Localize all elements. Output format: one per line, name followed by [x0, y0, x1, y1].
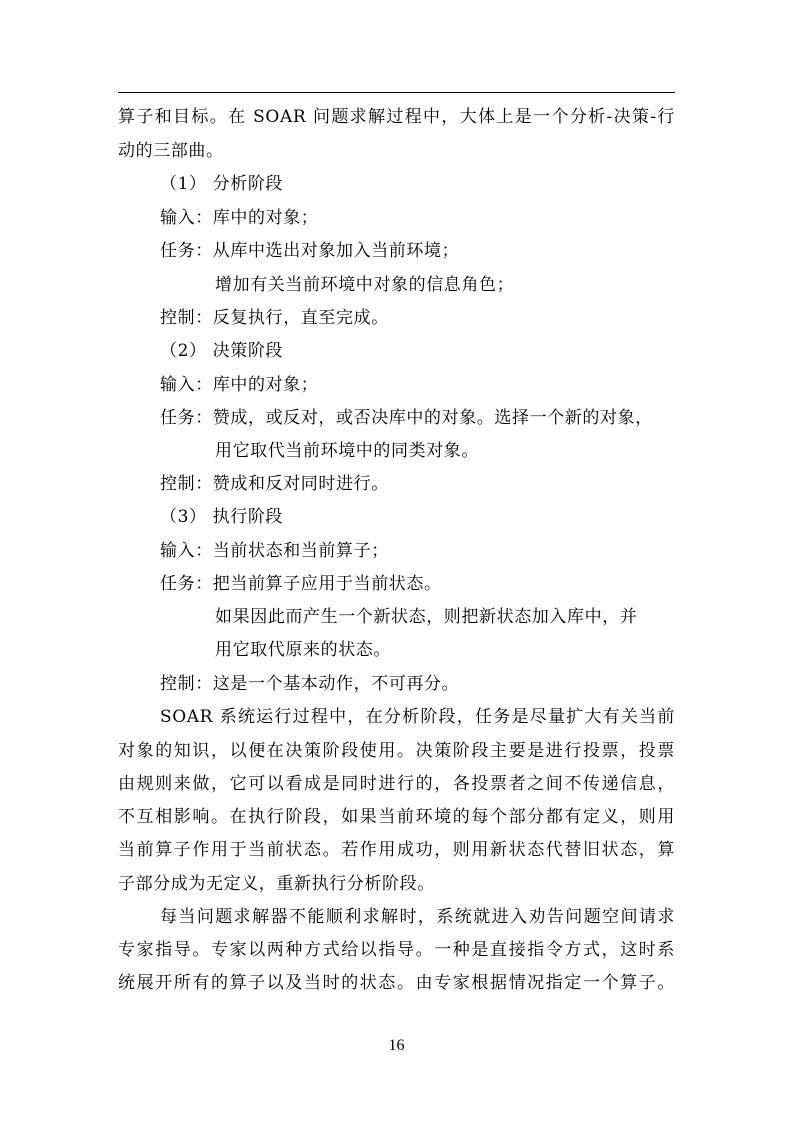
- text-line: 任务：把当前算子应用于当前状态。: [160, 574, 442, 594]
- paragraph-line: 子部分成为无定义，重新执行分析阶段。: [118, 874, 435, 894]
- text-line: 输入：当前状态和当前算子；: [160, 541, 389, 561]
- text-line: 算子和目标。在 SOAR 问题求解过程中，大体上是一个分析-决策-行: [118, 107, 675, 127]
- text-line: 输入：库中的对象；: [160, 208, 319, 228]
- paragraph-line: 统展开所有的算子以及当时的状态。由专家根据情况指定一个算子。: [118, 973, 675, 993]
- text-line: 控制：反复执行，直至完成。: [160, 308, 389, 328]
- text-line: 控制：这是一个基本动作，不可再分。: [160, 674, 460, 694]
- text-line: 控制：赞成和反对同时进行。: [160, 474, 389, 494]
- section-heading: （1） 分析阶段: [160, 174, 284, 194]
- text-line: 任务：从库中选出对象加入当前环境；: [160, 241, 460, 261]
- text-line: 输入：库中的对象；: [160, 375, 319, 395]
- text-line: 用它取代当前环境中的同类对象。: [215, 441, 479, 461]
- paragraph-line: 当前算子作用于当前状态。若作用成功，则用新状态代替旧状态，算: [118, 840, 675, 860]
- paragraph-line: SOAR 系统运行过程中，在分析阶段，任务是尽量扩大有关当前: [160, 707, 675, 727]
- text-line: 任务：赞成，或反对，或否决库中的对象。选择一个新的对象，: [160, 408, 653, 428]
- text-line: 用它取代原来的状态。: [215, 640, 391, 660]
- paragraph-line: 由规则来做，它可以看成是同时进行的，各投票者之间不传递信息，: [118, 774, 675, 794]
- section-heading: （2） 决策阶段: [160, 341, 284, 361]
- section-heading: （3） 执行阶段: [160, 507, 284, 527]
- page-number: 16: [388, 1037, 405, 1054]
- header-rule: [118, 92, 675, 93]
- paragraph-line: 不互相影响。在执行阶段，如果当前环境的每个部分都有定义，则用: [118, 807, 675, 827]
- paragraph-line: 每当问题求解器不能顺利求解时，系统就进入劝告问题空间请求: [160, 907, 675, 927]
- text-line: 动的三部曲。: [118, 141, 224, 161]
- paragraph-line: 对象的知识，以便在决策阶段使用。决策阶段主要是进行投票，投票: [118, 741, 675, 761]
- paragraph-line: 专家指导。专家以两种方式给以指导。一种是直接指令方式，这时系: [118, 940, 675, 960]
- text-line: 增加有关当前环境中对象的信息角色；: [215, 275, 515, 295]
- text-line: 如果因此而产生一个新状态，则把新状态加入库中，并: [215, 607, 638, 627]
